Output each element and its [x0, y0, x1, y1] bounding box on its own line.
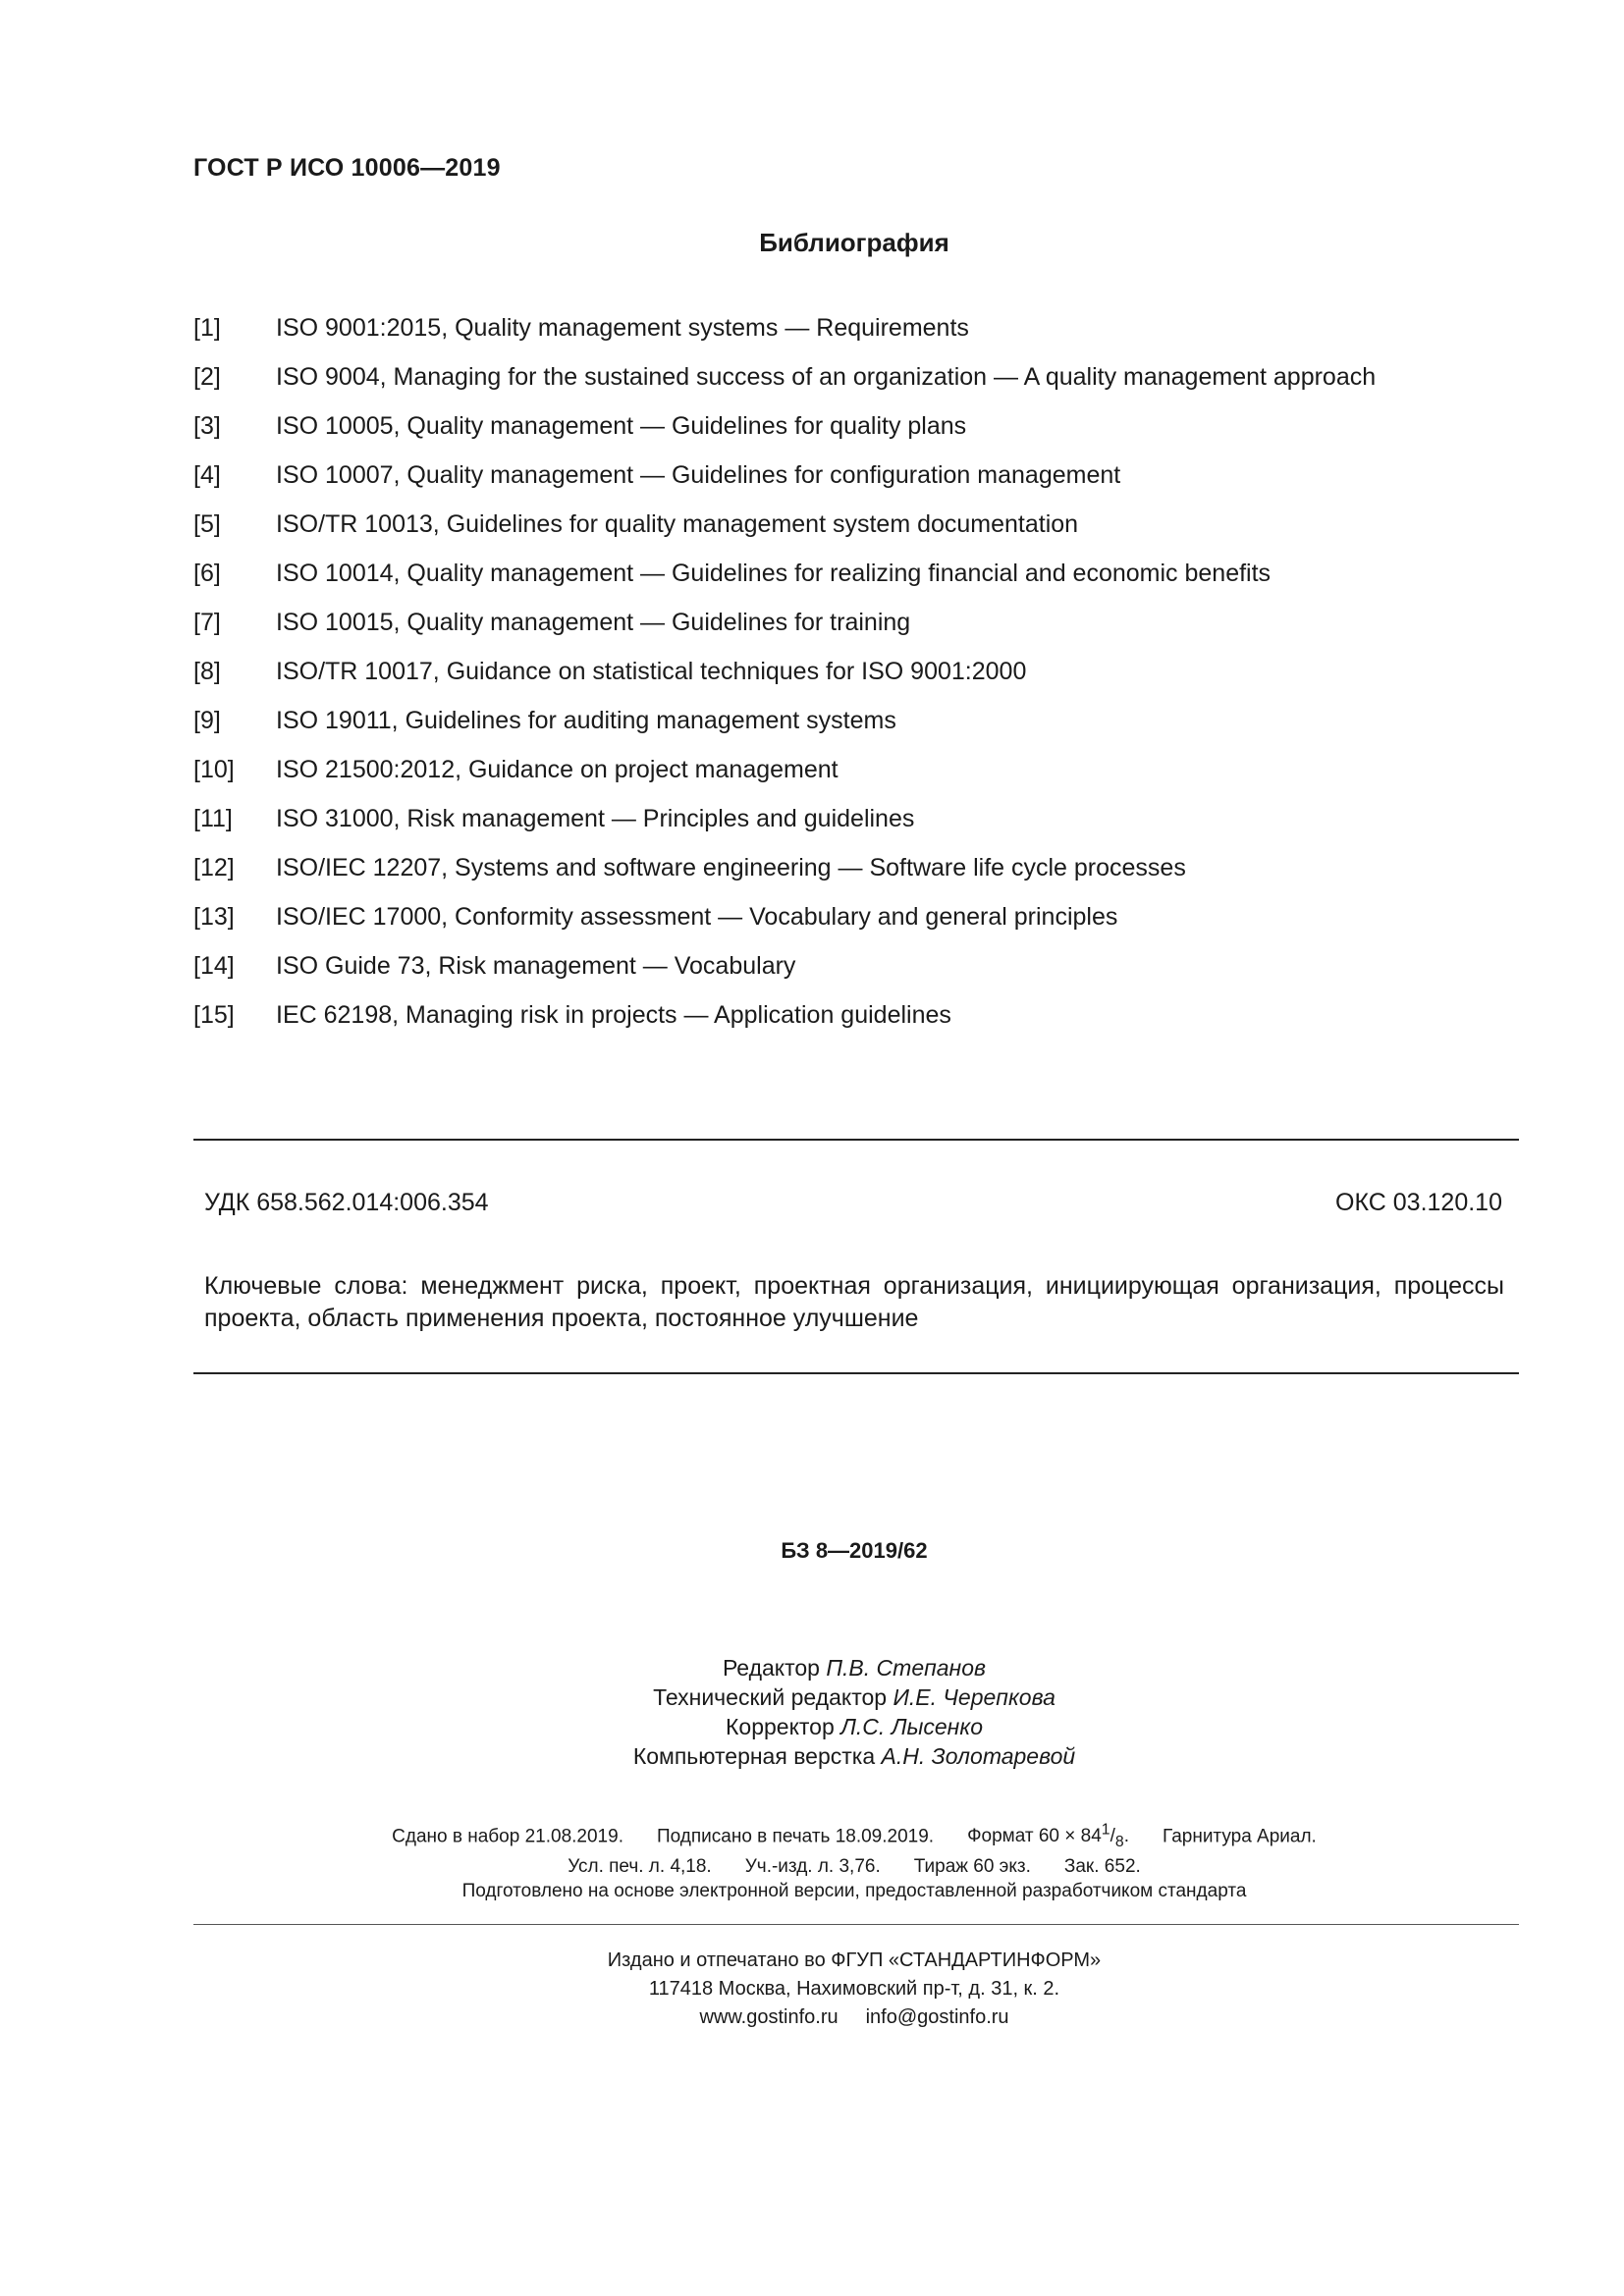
list-item	[193, 899, 1509, 948]
editor-name: И.Е. Черепкова	[893, 1684, 1056, 1710]
ref-text: ISO 9001:2015, Quality management systems — Requirements	[276, 314, 969, 342]
ref-number: [14]	[193, 952, 235, 980]
format-info: Формат $60 \times 84^1/_8$.	[967, 1822, 1129, 1851]
editor-role: Технический редактор	[653, 1684, 888, 1710]
editor-line	[0, 1682, 1624, 1712]
divider-publisher	[193, 1924, 1519, 1925]
editor-role: Корректор	[726, 1714, 835, 1739]
prepared-note: Подготовлено на основе электронной версии, предоставленной разработчиком стандарта	[461, 1881, 1247, 1902]
editor-name: А.Н. Золотаревой	[881, 1743, 1076, 1769]
ref-text: ISO 19011, Guidelines for auditing management systems	[276, 707, 896, 734]
publisher-name: Издано и отпечатано во ФГУП «СТАНДАРТИНФОРМ»	[607, 1949, 1102, 1971]
editor-line	[0, 1653, 1624, 1682]
list-item	[193, 457, 1509, 507]
list-item	[193, 752, 1509, 801]
ref-number: [11]	[193, 805, 233, 832]
divider-bottom	[193, 1372, 1519, 1374]
list-item	[193, 997, 1509, 1046]
tirazh: Тираж 60 экз.	[913, 1856, 1031, 1878]
ref-text: ISO/IEC 17000, Conformity assessment — Vocabulary and general principles	[276, 903, 1118, 931]
udk-code: УДК 658.562.014:006.354	[204, 1189, 489, 1216]
email-link[interactable]: info@gostinfo.ru	[865, 2006, 1009, 2028]
print-info-line-1	[0, 1818, 1624, 1854]
list-item	[193, 359, 1509, 408]
publisher-address: 117418 Москва, Нахимовский пр-т, д. 31, к. 2.	[648, 1978, 1060, 2000]
ref-text: ISO/IEC 12207, Systems and software engineering — Software life cycle processes	[276, 854, 1186, 881]
print-info-line-2	[0, 1854, 1624, 1879]
uch-izd: Уч.-изд. л. 3,76.	[744, 1856, 881, 1878]
editor-name: П.В. Степанов	[826, 1655, 987, 1681]
list-item	[193, 408, 1509, 457]
print-info-block	[0, 1818, 1624, 1903]
list-item	[193, 605, 1509, 654]
signed-date: Подписано в печать 18.09.2019.	[656, 1826, 935, 1847]
ref-number: [1]	[193, 314, 221, 342]
list-item	[193, 850, 1509, 899]
list-item	[193, 310, 1509, 359]
ref-text: IEC 62198, Managing risk in projects — Application guidelines	[276, 1001, 951, 1029]
ref-text: ISO 10015, Quality management — Guidelines for training	[276, 609, 911, 636]
bz-number: БЗ 8—2019/62	[781, 1538, 928, 1563]
bibliography-list	[193, 310, 1509, 1046]
ref-number: [4]	[193, 461, 221, 489]
bibliography-title: Библиография	[759, 228, 949, 257]
ref-text: ISO 10005, Quality management — Guidelines for quality plans	[276, 412, 967, 440]
ref-text: ISO 9004, Managing for the sustained success of an organization — A quality management approach	[276, 363, 1377, 391]
ref-text: ISO 10014, Quality management — Guidelines for realizing financial and economic benefits	[276, 560, 1272, 587]
ref-number: [2]	[193, 363, 221, 391]
website-link[interactable]: www.gostinfo.ru	[699, 2006, 839, 2028]
ref-number: [13]	[193, 903, 235, 931]
list-item	[193, 654, 1509, 703]
zak: Зак. 652.	[1063, 1856, 1141, 1878]
ref-number: [8]	[193, 658, 221, 685]
editor-line	[0, 1741, 1624, 1771]
ref-text: ISO/TR 10017, Guidance on statistical techniques for ISO 9001:2000	[276, 658, 1027, 685]
editor-name: Л.С. Лысенко	[840, 1714, 983, 1739]
list-item	[193, 556, 1509, 605]
ref-text: ISO 31000, Risk management — Principles and guidelines	[276, 805, 915, 832]
publisher-contacts	[0, 2003, 1624, 2032]
oks-code: ОКС 03.120.10	[1335, 1189, 1502, 1216]
ref-number: [12]	[193, 854, 235, 881]
editor-role: Редактор	[722, 1655, 820, 1681]
ref-text: ISO 10007, Quality management — Guidelines for configuration management	[276, 461, 1121, 489]
ref-text: ISO/TR 10013, Guidelines for quality management system documentation	[276, 510, 1079, 538]
ref-number: [10]	[193, 756, 235, 783]
editors-block	[0, 1653, 1624, 1771]
ref-text: ISO Guide 73, Risk management — Vocabulary	[276, 952, 796, 980]
submitted-date: Сдано в набор 21.08.2019.	[392, 1826, 623, 1847]
divider-top	[193, 1139, 1519, 1141]
ref-number: [9]	[193, 707, 221, 734]
ref-text: ISO 21500:2012, Guidance on project management	[276, 756, 839, 783]
publisher-block	[0, 1947, 1624, 2032]
ref-number: [5]	[193, 510, 221, 538]
list-item	[193, 507, 1509, 556]
ref-number: [7]	[193, 609, 221, 636]
list-item	[193, 801, 1509, 850]
document-header: ГОСТ Р ИСО 10006—2019	[193, 154, 501, 182]
keywords-paragraph: Ключевые слова: менеджмент риска, проект, проектная организация, инициирующая организация, процессы проекта, область применения проекта, постоянное улучшение	[204, 1272, 1504, 1332]
usl-pech: Усл. печ. л. 4,18.	[568, 1856, 712, 1878]
editor-role: Компьютерная верстка	[632, 1743, 876, 1769]
editor-line	[0, 1712, 1624, 1741]
ref-number: [3]	[193, 412, 221, 440]
typeface-info: Гарнитура Ариал.	[1162, 1826, 1317, 1847]
list-item	[193, 703, 1509, 752]
ref-number: [6]	[193, 560, 221, 587]
list-item	[193, 948, 1509, 997]
ref-number: [15]	[193, 1001, 235, 1029]
